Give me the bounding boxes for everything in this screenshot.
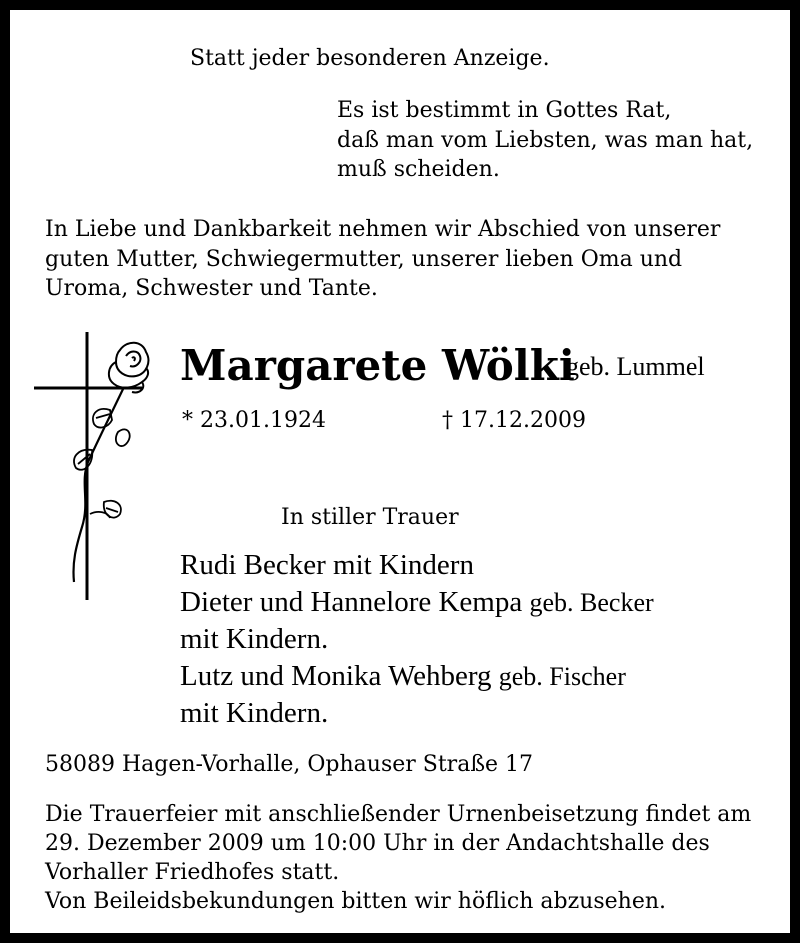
mourning-text: In stiller Trauer <box>281 505 459 530</box>
poem-line-1: Es ist bestimmt in Gottes Rat, <box>337 98 672 123</box>
ceremony-line-1: Die Trauerfeier mit anschließender Urnenbeisetzung findet am <box>45 802 752 827</box>
ceremony-line-2: 29. Dezember 2009 um 10:00 Uhr in der Andachtshalle des <box>45 831 710 856</box>
intro-line-2: guten Mutter, Schwiegermutter, unserer lieben Oma und <box>45 247 683 272</box>
deceased-name: Margarete Wölki <box>180 341 575 390</box>
family-line-2 <box>180 588 654 617</box>
intro-line-1: In Liebe und Dankbarkeit nehmen wir Abschied von unserer <box>45 217 721 242</box>
family-line-3: mit Kindern. <box>180 623 329 655</box>
death-date: † 17.12.2009 <box>442 408 586 433</box>
notice-lead: Statt jeder besonderen Anzeige. <box>190 46 550 71</box>
family-line-5: mit Kindern. <box>180 697 329 729</box>
family-line-4-names: Lutz und Monika Wehberg <box>180 660 492 692</box>
poem-line-3: muß scheiden. <box>337 157 500 182</box>
family-line-2-birthname: geb. Becker <box>529 588 654 617</box>
family-line-4 <box>180 662 626 691</box>
intro-line-3: Uroma, Schwester und Tante. <box>45 276 378 301</box>
birth-name: geb. Lummel <box>566 352 705 381</box>
family-line-4-birthname: geb. Fischer <box>498 662 626 691</box>
family-line-1: Rudi Becker mit Kindern <box>180 549 474 581</box>
birth-date: * 23.01.1924 <box>182 408 326 433</box>
ceremony-line-4: Von Beileidsbekundungen bitten wir höflich abzusehen. <box>45 889 667 914</box>
family-line-2-names: Dieter und Hannelore Kempa <box>180 586 523 618</box>
poem-line-2: daß man vom Liebsten, was man hat, <box>337 128 754 153</box>
cross-with-rose-icon <box>32 332 162 607</box>
ceremony-line-3: Vorhaller Friedhofes statt. <box>45 860 340 885</box>
address: 58089 Hagen-Vorhalle, Ophauser Straße 17 <box>45 752 534 777</box>
